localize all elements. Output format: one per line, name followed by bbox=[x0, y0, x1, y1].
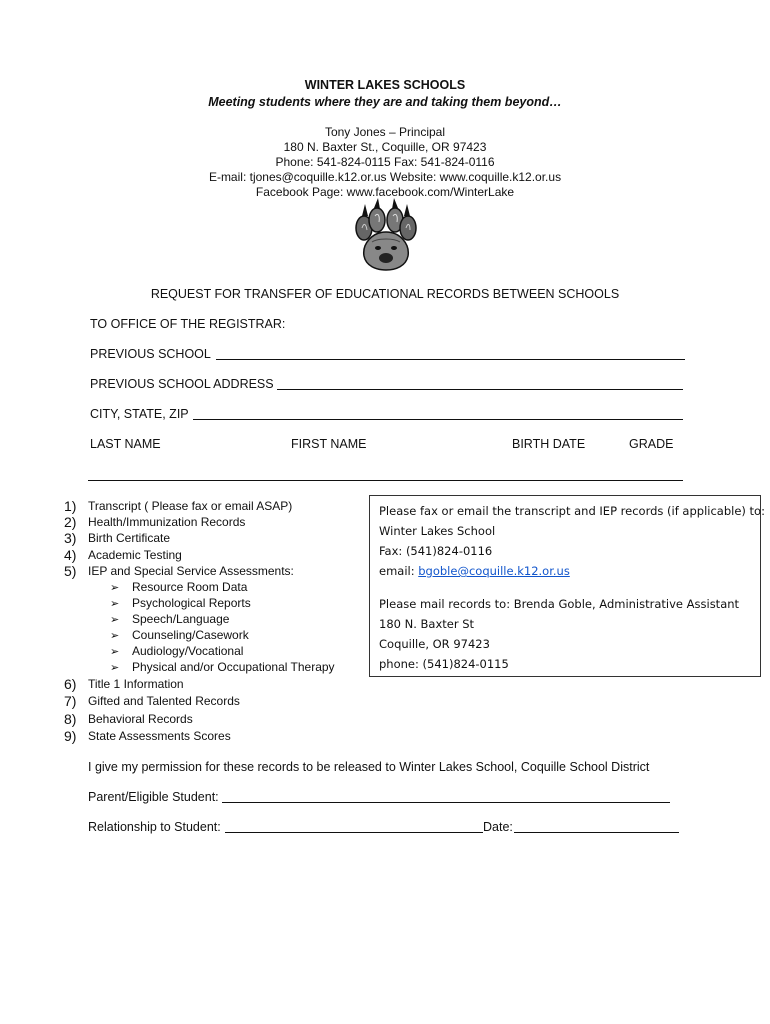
last-name-label: LAST NAME bbox=[90, 437, 161, 451]
parent-signature-field[interactable] bbox=[222, 802, 670, 803]
sub-item-psychological: ➢ Psychological Reports bbox=[110, 596, 251, 610]
list-number: 9) bbox=[64, 728, 77, 744]
list-number: 4) bbox=[64, 547, 77, 563]
previous-school-field[interactable] bbox=[216, 359, 685, 360]
record-item-health: Health/Immunization Records bbox=[88, 515, 246, 529]
city-state-zip-label: CITY, STATE, ZIP bbox=[90, 407, 189, 421]
school-name: WINTER LAKES SCHOOLS bbox=[304, 78, 466, 92]
arrow-bullet-icon: ➢ bbox=[110, 598, 120, 610]
form-title: REQUEST FOR TRANSFER OF EDUCATIONAL RECORDS BETWEEN SCHOOLS bbox=[150, 287, 620, 301]
list-number: 2) bbox=[64, 514, 77, 530]
date-label: Date: bbox=[483, 820, 513, 834]
box-fax: Fax: (541)824-0116 bbox=[379, 544, 493, 558]
record-item-academic-testing: Academic Testing bbox=[88, 548, 182, 562]
facebook-line: Facebook Page: www.facebook.com/WinterLake bbox=[255, 185, 515, 199]
arrow-bullet-icon: ➢ bbox=[110, 614, 120, 626]
record-item-state-assessments: State Assessments Scores bbox=[88, 729, 231, 743]
record-item-behavioral: Behavioral Records bbox=[88, 712, 193, 726]
list-number: 1) bbox=[64, 498, 77, 514]
city-state-zip-field[interactable] bbox=[193, 419, 683, 420]
date-field[interactable] bbox=[514, 832, 679, 833]
sub-item-speech: ➢ Speech/Language bbox=[110, 612, 230, 626]
box-street: 180 N. Baxter St bbox=[379, 617, 475, 631]
paw-print-icon bbox=[348, 198, 424, 272]
relationship-field[interactable] bbox=[225, 832, 483, 833]
first-name-label: FIRST NAME bbox=[291, 437, 367, 451]
permission-statement: I give my permission for these records to be released to Winter Lakes School, Coquille School District bbox=[88, 760, 650, 774]
grade-label: GRADE bbox=[629, 437, 674, 451]
email-website-line: E-mail: tjones@coquille.k12.or.us Website: www.coquille.k12.or.us bbox=[208, 170, 562, 184]
arrow-bullet-icon: ➢ bbox=[110, 582, 120, 594]
school-tagline: Meeting students where they are and taking them beyond… bbox=[208, 95, 562, 109]
birth-date-label: BIRTH DATE bbox=[512, 437, 586, 451]
sub-item-resource-room: ➢ Resource Room Data bbox=[110, 580, 248, 594]
previous-school-address-field[interactable] bbox=[277, 389, 683, 390]
sub-item-counseling: ➢ Counseling/Casework bbox=[110, 628, 249, 642]
record-item-birth-certificate: Birth Certificate bbox=[88, 531, 171, 545]
record-item-transcript: Transcript ( Please fax or email ASAP) bbox=[88, 499, 293, 513]
email-link[interactable]: bgoble@coquille.k12.or.us bbox=[418, 564, 570, 578]
sub-item-audiology: ➢ Audiology/Vocational bbox=[110, 644, 244, 658]
relationship-label: Relationship to Student: bbox=[88, 820, 221, 834]
previous-school-address-label: PREVIOUS SCHOOL ADDRESS bbox=[90, 377, 274, 391]
box-mail-instruction: Please mail records to: Brenda Goble, Administrative Assistant bbox=[379, 597, 740, 611]
list-number: 8) bbox=[64, 711, 77, 727]
list-number: 7) bbox=[64, 693, 77, 709]
sub-item-physical-therapy: ➢ Physical and/or Occupational Therapy bbox=[110, 660, 335, 674]
box-school-name: Winter Lakes School bbox=[379, 524, 496, 538]
parent-signature-label: Parent/Eligible Student: bbox=[88, 790, 219, 804]
list-number: 3) bbox=[64, 530, 77, 546]
arrow-bullet-icon: ➢ bbox=[110, 630, 120, 642]
arrow-bullet-icon: ➢ bbox=[110, 662, 120, 674]
box-city: Coquille, OR 97423 bbox=[379, 637, 490, 651]
student-info-field[interactable] bbox=[88, 480, 683, 481]
record-item-gifted: Gifted and Talented Records bbox=[88, 694, 240, 708]
record-item-title-1: Title 1 Information bbox=[88, 677, 184, 691]
list-number: 5) bbox=[64, 563, 77, 579]
box-phone: phone: (541)824-0115 bbox=[379, 657, 509, 671]
arrow-bullet-icon: ➢ bbox=[110, 646, 120, 658]
address-line: 180 N. Baxter St., Coquille, OR 97423 bbox=[283, 140, 487, 154]
registrar-heading: TO OFFICE OF THE REGISTRAR: bbox=[90, 317, 286, 331]
instructions-box bbox=[369, 495, 765, 677]
previous-school-label: PREVIOUS SCHOOL bbox=[90, 347, 211, 361]
box-email: email: bgoble@coquille.k12.or.us bbox=[379, 564, 570, 578]
box-fax-email-instruction: Please fax or email the transcript and IEP records (if applicable) to: bbox=[379, 504, 765, 518]
phone-fax-line: Phone: 541-824-0115 Fax: 541-824-0116 bbox=[275, 155, 495, 169]
principal-line: Tony Jones – Principal bbox=[324, 125, 446, 139]
list-number: 6) bbox=[64, 676, 77, 692]
record-item-iep: IEP and Special Service Assessments: bbox=[88, 564, 294, 578]
